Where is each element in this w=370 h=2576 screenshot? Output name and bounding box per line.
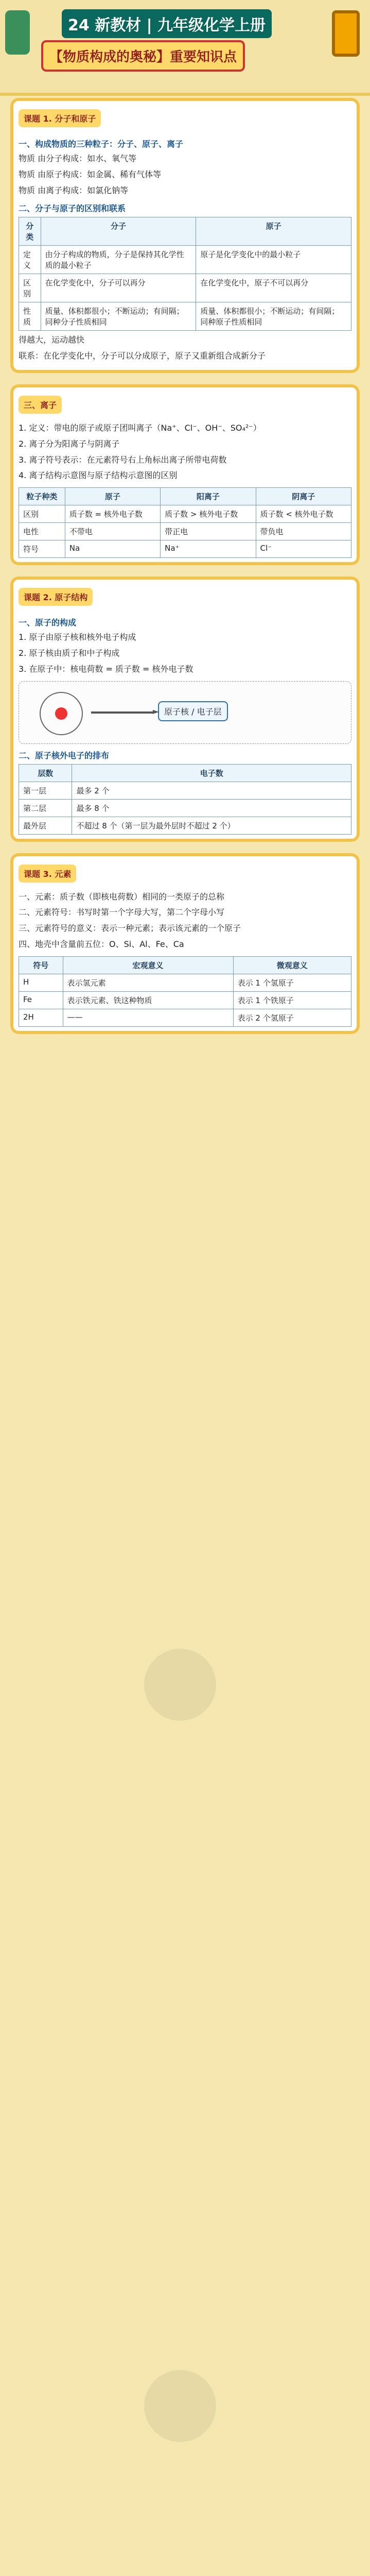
table-cell: 在化学变化中，分子可以再分 <box>41 274 196 302</box>
table-cell: 表示 1 个铁原子 <box>233 991 351 1009</box>
comparison-table <box>19 217 351 331</box>
table-cell: 表示氢元素 <box>63 974 233 991</box>
table-header: 符号 <box>19 956 63 974</box>
list-item: 3. 在原子中：核电荷数 = 质子数 = 核外电子数 <box>19 664 193 674</box>
table-header: 阳离子 <box>161 488 256 505</box>
panel-topic2 <box>10 577 360 841</box>
section-title: 课题 3. 元素 <box>19 865 76 883</box>
page-title-line2: 【物质构成的奥秘】重要知识点 <box>41 40 245 72</box>
arrow-icon <box>91 711 153 714</box>
list-item: 2. 原子核由质子和中子构成 <box>19 648 120 658</box>
table-header: 粒子种类 <box>19 488 65 505</box>
list-item: 1. 定义：带电的原子或原子团叫离子（Na⁺、Cl⁻、OH⁻、SO₄²⁻） <box>19 422 261 433</box>
panel-topic3 <box>10 853 360 1034</box>
table-cell: 电性 <box>19 523 65 540</box>
table-header: 原子 <box>196 217 351 246</box>
atom-icon <box>40 692 83 735</box>
ion-table <box>19 487 351 558</box>
list-item: 物质 由分子构成：如水、氧气等 <box>19 154 137 163</box>
table-cell: Na⁺ <box>161 540 256 558</box>
list-item: 二、元素符号：书写时第一个字母大写，第二个字母小写 <box>19 907 225 918</box>
table-cell: 区别 <box>19 505 65 523</box>
table-header: 层数 <box>19 764 72 782</box>
list-item: 1. 原子由原子核和核外电子构成 <box>19 632 136 642</box>
list-item: 物质 由原子构成：如金属、稀有气体等 <box>19 169 162 179</box>
list-item: 2. 离子分为阳离子与阴离子 <box>19 438 120 449</box>
plant-icon <box>5 10 30 55</box>
section-title: 课题 1. 分子和原子 <box>19 109 101 127</box>
table-cell: 质子数 > 核外电子数 <box>161 505 256 523</box>
electron-table <box>19 764 351 835</box>
section-subhead: 一、原子的构成 <box>19 618 77 628</box>
table-header: 原子 <box>65 488 160 505</box>
table-row <box>19 1009 351 1026</box>
table-title: 二、分子与原子的区别和联系 <box>19 204 126 214</box>
table-header: 微观意义 <box>233 956 351 974</box>
table-cell: 不超过 8 个（第一层为最外层时不超过 2 个） <box>72 817 351 834</box>
table-row <box>19 274 351 302</box>
table-row <box>19 505 351 523</box>
table-header: 阴离子 <box>256 488 351 505</box>
table-cell: H <box>19 974 63 991</box>
table-cell: 带正电 <box>161 523 256 540</box>
table-cell: 2H <box>19 1009 63 1026</box>
table-cell: 第一层 <box>19 782 72 799</box>
watermark-logo <box>144 2370 216 2442</box>
watermark-logo <box>144 1649 216 1721</box>
table-header: 宏观意义 <box>63 956 233 974</box>
table-cell: 最多 8 个 <box>72 799 351 817</box>
list-item: 3. 离子符号表示：在元素符号右上角标出离子所带电荷数 <box>19 454 227 465</box>
content <box>10 98 360 1066</box>
page-header <box>0 0 370 96</box>
table-cell: 质量、体积都很小；不断运动；有间隔；同种原子性质相同 <box>196 302 351 331</box>
note: 联系：在化学变化中，分子可以分成原子，原子又重新组合成新分子 <box>19 351 266 361</box>
panel-ions <box>10 384 360 565</box>
table-cell: 表示铁元素、铁这种物质 <box>63 991 233 1009</box>
page-title-line1: 24 新教材 | 九年级化学上册 <box>62 9 272 38</box>
table-cell: —— <box>63 1009 233 1026</box>
atom-diagram <box>19 681 351 744</box>
table-header: 分子 <box>41 217 196 246</box>
table-cell: 最外层 <box>19 817 72 834</box>
table-cell: 性质 <box>19 302 41 331</box>
list-item: 物质 由离子构成：如氯化钠等 <box>19 185 129 195</box>
table-cell: 不带电 <box>65 523 160 540</box>
table-row <box>19 523 351 540</box>
footer-space <box>10 1045 360 1066</box>
lamp-icon <box>332 10 360 57</box>
table-row <box>19 991 351 1009</box>
table-cell: Cl⁻ <box>256 540 351 558</box>
table-cell: 质子数 = 核外电子数 <box>65 505 160 523</box>
table-row <box>19 799 351 817</box>
section-title: 三、离子 <box>19 396 62 414</box>
table-cell: 符号 <box>19 540 65 558</box>
table-cell: 质子数 < 核外电子数 <box>256 505 351 523</box>
table-cell: 第二层 <box>19 799 72 817</box>
table-cell: 原子是化学变化中的最小粒子 <box>196 246 351 274</box>
table-row <box>19 302 351 331</box>
table-cell: 表示 2 个氢原子 <box>233 1009 351 1026</box>
table-row <box>19 246 351 274</box>
list-item: 三、元素符号的意义：表示一种元素；表示该元素的一个原子 <box>19 923 241 934</box>
table-row <box>19 540 351 558</box>
list-item: 一、元素：质子数（即核电荷数）相同的一类原子的总称 <box>19 891 225 902</box>
table-cell: 定义 <box>19 246 41 274</box>
list-item: 4. 离子结构示意图与原子结构示意图的区别 <box>19 470 178 481</box>
list-item: 四、地壳中含量前五位：O、Si、Al、Fe、Ca <box>19 939 184 949</box>
table-row <box>19 782 351 799</box>
section-title: 课题 2. 原子结构 <box>19 588 93 606</box>
table-cell: Na <box>65 540 160 558</box>
table-title: 二、原子核外电子的排布 <box>19 750 110 760</box>
table-cell: 区别 <box>19 274 41 302</box>
table-cell: 质量、体积都很小；不断运动；有间隔；同种分子性质相同 <box>41 302 196 331</box>
table-cell: 带负电 <box>256 523 351 540</box>
table-cell: Fe <box>19 991 63 1009</box>
table-cell: 最多 2 个 <box>72 782 351 799</box>
panel-topic1 <box>10 98 360 373</box>
note: 得越大，运动越快 <box>19 335 85 345</box>
table-cell: 由分子构成的物质，分子是保持其化学性质的最小粒子 <box>41 246 196 274</box>
table-row <box>19 817 351 834</box>
element-table <box>19 956 351 1027</box>
table-header: 分类 <box>19 217 41 246</box>
table-cell: 表示 1 个氢原子 <box>233 974 351 991</box>
section-subhead: 一、构成物质的三种粒子：分子、原子、离子 <box>19 139 184 149</box>
diagram-label: 原子核 / 电子层 <box>158 701 228 721</box>
table-cell: 在化学变化中，原子不可以再分 <box>196 274 351 302</box>
table-header: 电子数 <box>72 764 351 782</box>
table-row <box>19 974 351 991</box>
